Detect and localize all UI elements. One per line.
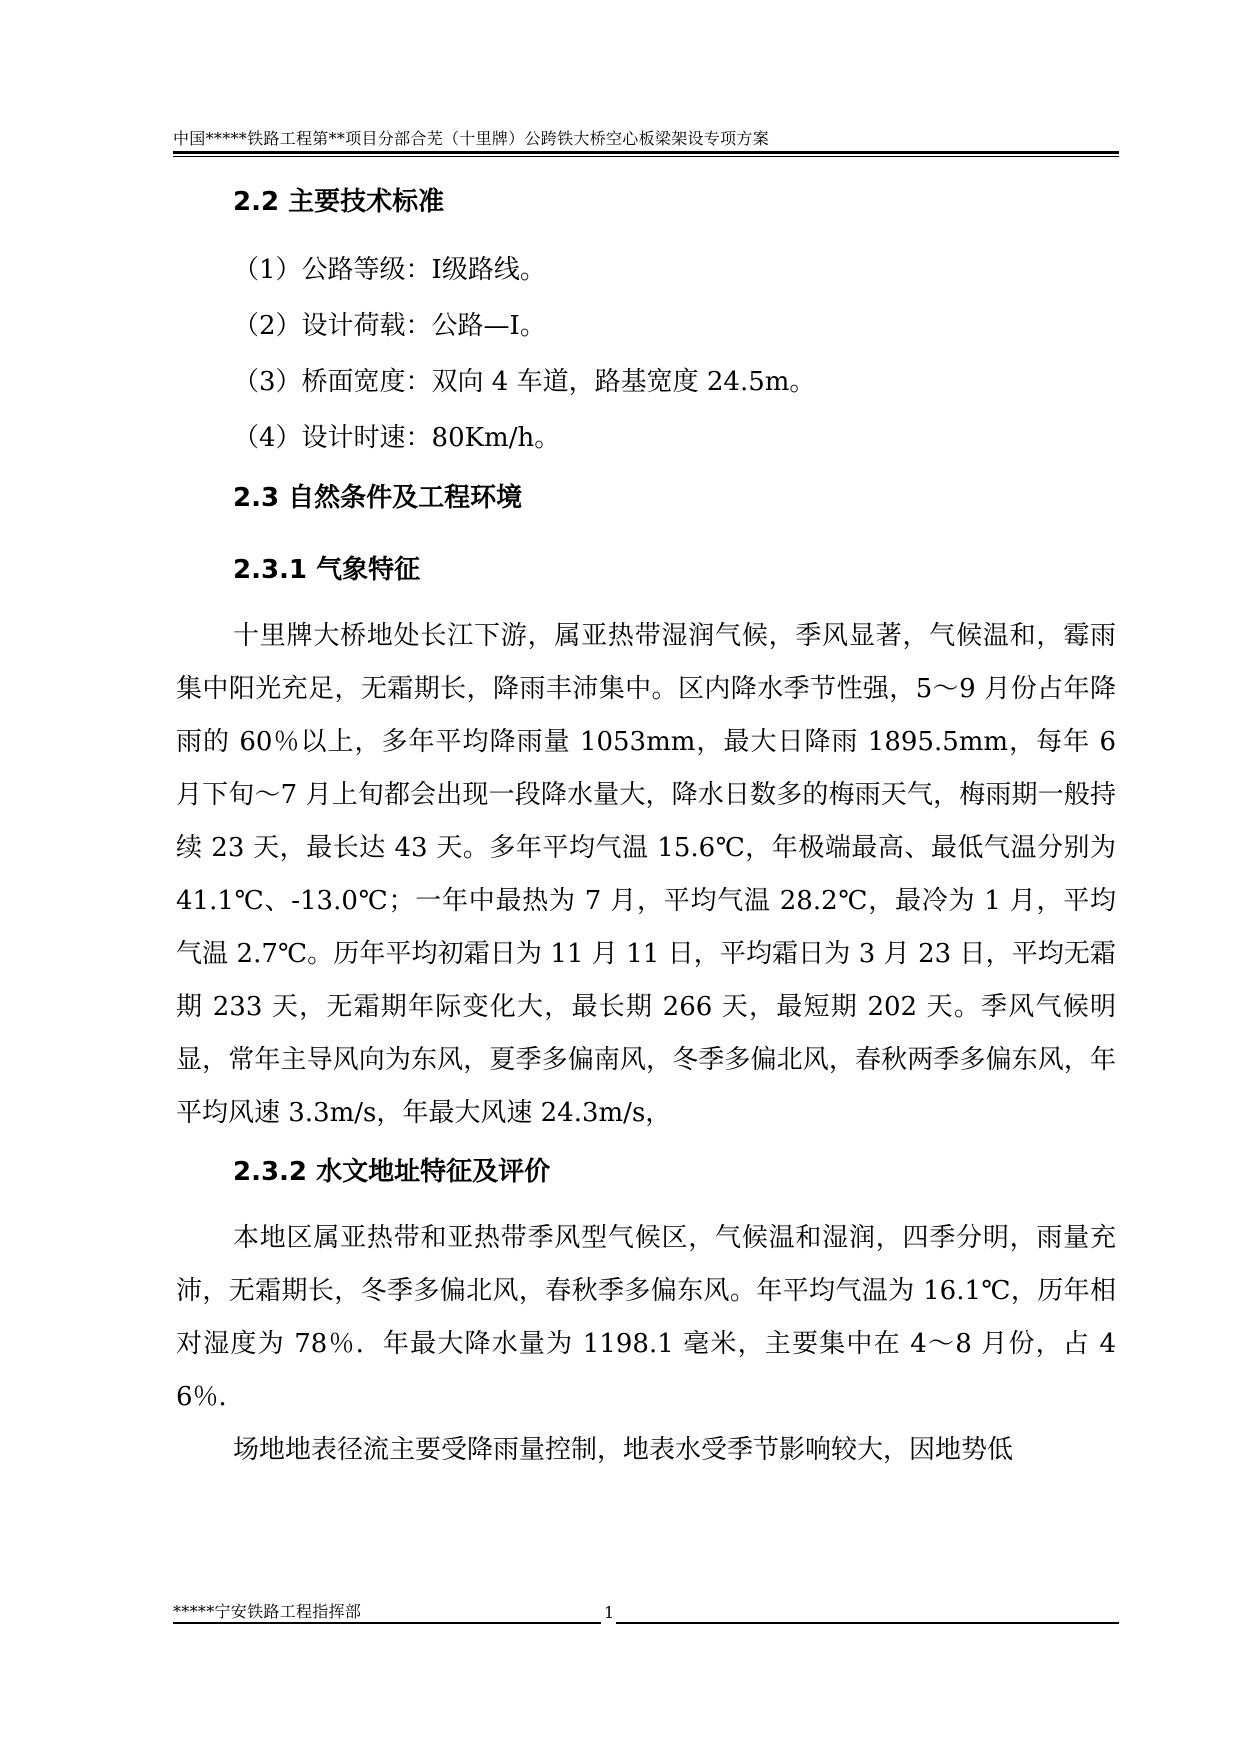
document-body xyxy=(176,170,1116,1477)
standard-item-2: （2）设计荷载：公路—Ⅰ。 xyxy=(233,311,546,341)
footer-organization: *****宁安铁路工程指挥部 xyxy=(173,1602,362,1621)
section-heading-2-3: 2.3 自然条件及工程环境 xyxy=(233,483,523,513)
section-heading-2-2: 2.2 主要技术标准 xyxy=(233,187,445,217)
section-heading-2-3-2: 2.3.2 水文地址特征及评价 xyxy=(233,1157,551,1187)
footer-rule-left xyxy=(173,1622,601,1624)
footer-page-number: 1 xyxy=(604,1603,615,1622)
footer-rule-right xyxy=(616,1622,1119,1624)
page-header-title: 中国*****铁路工程第**项目分部合芜（十里牌）公跨铁大桥空心板梁架设专项方案 xyxy=(173,129,770,148)
hydrology-paragraph-1: 本地区属亚热带和亚热带季风型气候区，气候温和湿润，四季分明，雨量充沛，无霜期长，冬季多偏北风，春秋季多偏东风。年平均气温为 16.1℃，历年相对湿度为 78％．年最大降水量为 1198.1 毫米，主要集中在 4～8 月份，占 46％． xyxy=(176,1223,1116,1412)
header-rule xyxy=(173,151,1119,154)
hydrology-paragraph-2: 场地地表径流主要受降雨量控制，地表水受季节影响较大，因地势低 xyxy=(233,1435,1014,1465)
standard-item-1: （1）公路等级：Ⅰ级路线。 xyxy=(233,255,546,285)
section-heading-2-3-1: 2.3.1 气象特征 xyxy=(233,555,421,585)
standard-item-4: （4）设计时速：80Km/h。 xyxy=(233,423,561,453)
standard-item-3: （3）桥面宽度：双向 4 车道，路基宽度 24.5m。 xyxy=(233,367,816,397)
climate-paragraph: 十里牌大桥地处长江下游，属亚热带湿润气候，季风显著，气候温和，霉雨集中阳光充足，无霜期长，降雨丰沛集中。区内降水季节性强，5～9 月份占年降雨的 60％以上，多年平均降雨量 1053mm，最大日降雨 1895.5mm，每年 6 月下旬～7 月上旬都会出现一段降水量大，降水日数多的梅雨天气，梅雨期一般持续 23 天，最长达 43 天。多年平均气温 15.6℃，年极端最高、最低气温分别为 41.1℃、-13.0℃；一年中最热为 7 月，平均气温 28.2℃，最冷为 1 月，平均气温 2.7℃。历年平均初霜日为 11 月 11 日，平均霜日为 3 月 23 日，平均无霜期 233 天，无霜期年际变化大，最长期 266 天，最短期 202 天。季风气候明显，常年主导风向为东风，夏季多偏南风，冬季多偏北风，春秋两季多偏东风，年平均风速 3.3m/s，年最大风速 24.3m/s， xyxy=(176,621,1116,1128)
header-rule-thin xyxy=(173,156,1119,157)
